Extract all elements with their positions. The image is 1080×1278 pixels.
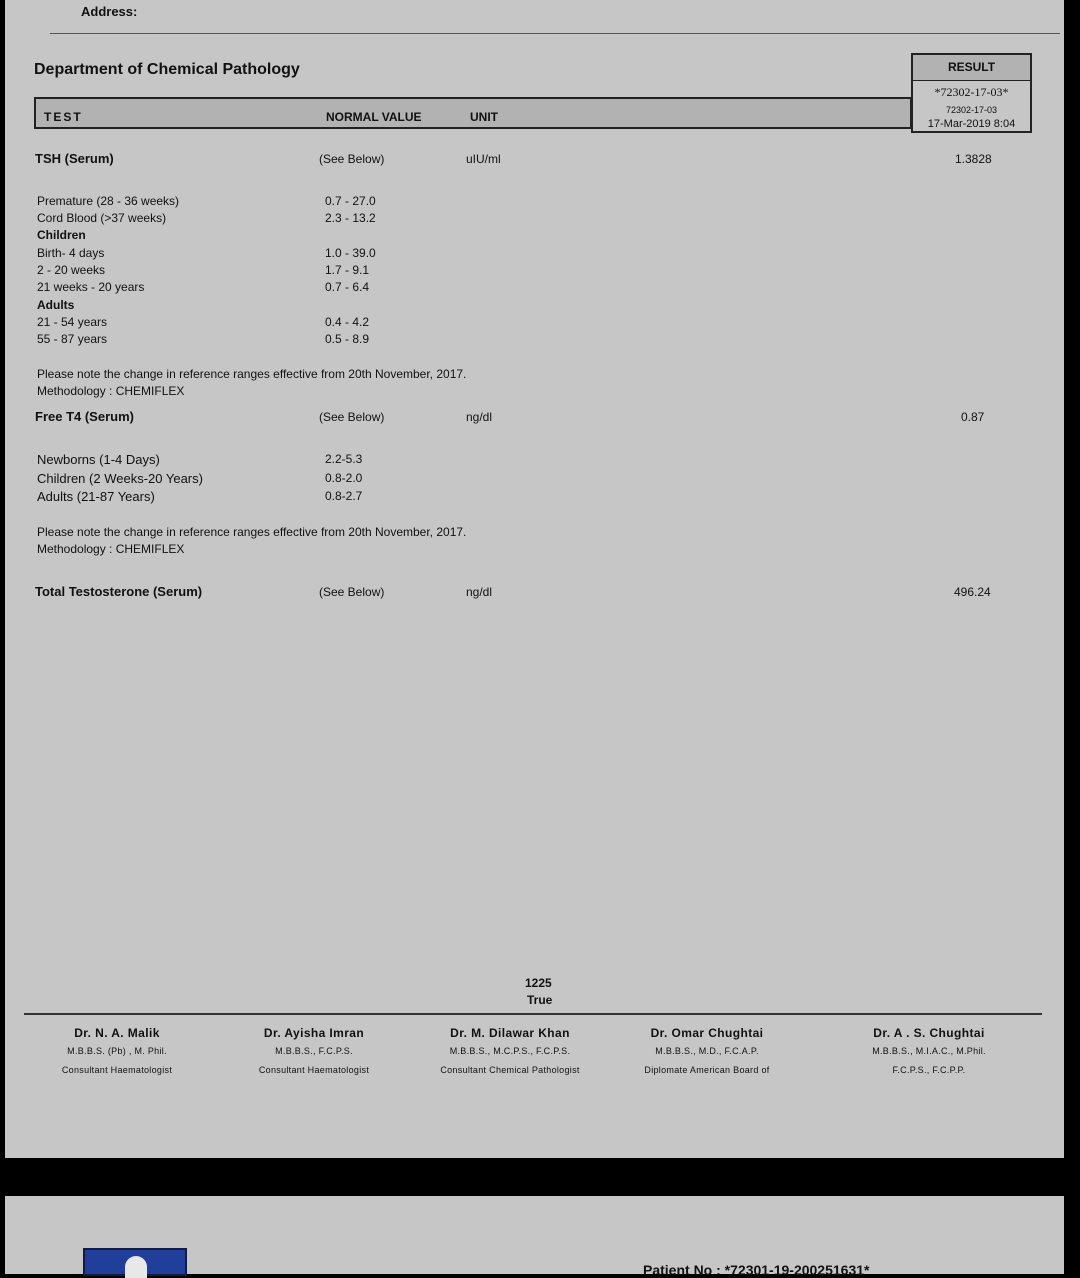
test-unit: ng/dl: [466, 585, 493, 599]
range-label: Children (2 Weeks-20 Years): [37, 471, 203, 486]
range-note: Please note the change in reference ranges effective from 20th November, 2017.: [37, 525, 467, 539]
test-name: Total Testosterone (Serum): [35, 584, 203, 599]
patient-number: Patient No : *72301-19-200251631*: [643, 1262, 870, 1278]
test-unit: ng/dl: [466, 410, 493, 424]
doctor-qualifications: M.B.B.S., M.I.A.C., M.Phil.: [872, 1046, 986, 1056]
methodology: Methodology : CHEMIFLEX: [37, 384, 185, 398]
doctor-role: Diplomate American Board of: [644, 1065, 770, 1075]
result-code: 72302-17-03: [945, 105, 998, 115]
doctor-name: Dr. Ayisha Imran: [263, 1026, 365, 1040]
test-result: 1.3828: [955, 152, 992, 166]
doctor-block: [814, 1026, 1044, 1075]
doctor-role: Consultant Chemical Pathologist: [440, 1065, 580, 1075]
test-result: 496.24: [954, 585, 991, 599]
header-test: TEST: [44, 110, 83, 124]
logo-emblem-icon: [125, 1256, 147, 1278]
doctor-qualifications: M.B.B.S., M.C.P.S., F.C.P.S.: [449, 1046, 571, 1056]
result-box: [911, 53, 1032, 133]
doctor-role: Consultant Haematologist: [258, 1065, 370, 1075]
footer-flag: True: [527, 993, 553, 1007]
range-value: 0.7 - 27.0: [325, 194, 376, 208]
next-page: [5, 1196, 1064, 1278]
doctor-qualifications: M.B.B.S., M.D., F.C.A.P.: [655, 1046, 759, 1056]
test-name: TSH (Serum): [35, 151, 114, 166]
doctor-block: [592, 1026, 822, 1075]
range-label: 21 weeks - 20 years: [37, 280, 145, 294]
footer-code: 1225: [525, 976, 552, 990]
doctor-name: Dr. Omar Chughtai: [650, 1026, 764, 1040]
range-label: 2 - 20 weeks: [37, 263, 106, 277]
doctor-name: Dr. M. Dilawar Khan: [450, 1026, 570, 1040]
range-value: 0.5 - 8.9: [325, 332, 370, 346]
range-value: 1.0 - 39.0: [325, 246, 376, 260]
address-label: Address:: [81, 4, 138, 19]
result-barcode: *72302-17-03*: [934, 85, 1009, 99]
department-title: Department of Chemical Pathology: [34, 61, 300, 78]
doctor-block: [2, 1026, 232, 1075]
result-datetime: 17-Mar-2019 8:04: [927, 118, 1016, 130]
range-note: Please note the change in reference ranges effective from 20th November, 2017.: [37, 367, 467, 381]
range-label: 55 - 87 years: [37, 332, 108, 346]
range-value: 0.7 - 6.4: [325, 280, 370, 294]
doctor-name: Dr. A . S. Chughtai: [873, 1026, 985, 1040]
doctor-role: F.C.P.S., F.C.P.P.: [892, 1065, 966, 1075]
table-header: [34, 97, 912, 129]
doctor-qualifications: M.B.B.S. (Pb) , M. Phil.: [67, 1046, 167, 1056]
test-name: Free T4 (Serum): [35, 409, 134, 424]
test-normal: (See Below): [319, 585, 385, 599]
range-label: Adults (21-87 Years): [37, 489, 155, 504]
range-group-label: Adults: [37, 298, 75, 312]
range-label: Cord Blood (>37 weeks): [37, 211, 167, 225]
doctor-name: Dr. N. A. Malik: [74, 1026, 160, 1040]
lab-logo: [83, 1248, 187, 1276]
range-value: 2.3 - 13.2: [325, 211, 376, 225]
test-result: 0.87: [961, 410, 985, 424]
header-unit: UNIT: [470, 110, 498, 124]
doctor-qualifications: M.B.B.S., F.C.P.S.: [275, 1046, 353, 1056]
range-label: Premature (28 - 36 weeks): [37, 194, 180, 208]
range-value: 0.8-2.0: [325, 471, 363, 485]
test-normal: (See Below): [319, 152, 385, 166]
report-page: [5, 0, 1064, 1158]
range-value: 0.8-2.7: [325, 489, 363, 503]
range-value: 0.4 - 4.2: [325, 315, 370, 329]
doctor-block: [395, 1026, 625, 1075]
methodology: Methodology : CHEMIFLEX: [37, 542, 185, 556]
result-title: RESULT: [913, 55, 1030, 81]
range-label: 21 - 54 years: [37, 315, 108, 329]
test-unit: uIU/ml: [466, 152, 501, 166]
range-group-label: Children: [37, 228, 86, 242]
range-value: 1.7 - 9.1: [325, 263, 370, 277]
range-label: Birth- 4 days: [37, 246, 105, 260]
header-divider: [50, 33, 1060, 34]
range-value: 2.2-5.3: [325, 452, 363, 466]
doctor-role: Consultant Haematologist: [61, 1065, 173, 1075]
header-normal-value: NORMAL VALUE: [326, 110, 422, 124]
range-label: Newborns (1-4 Days): [37, 452, 160, 467]
footer-divider: [24, 1013, 1042, 1015]
test-normal: (See Below): [319, 410, 385, 424]
